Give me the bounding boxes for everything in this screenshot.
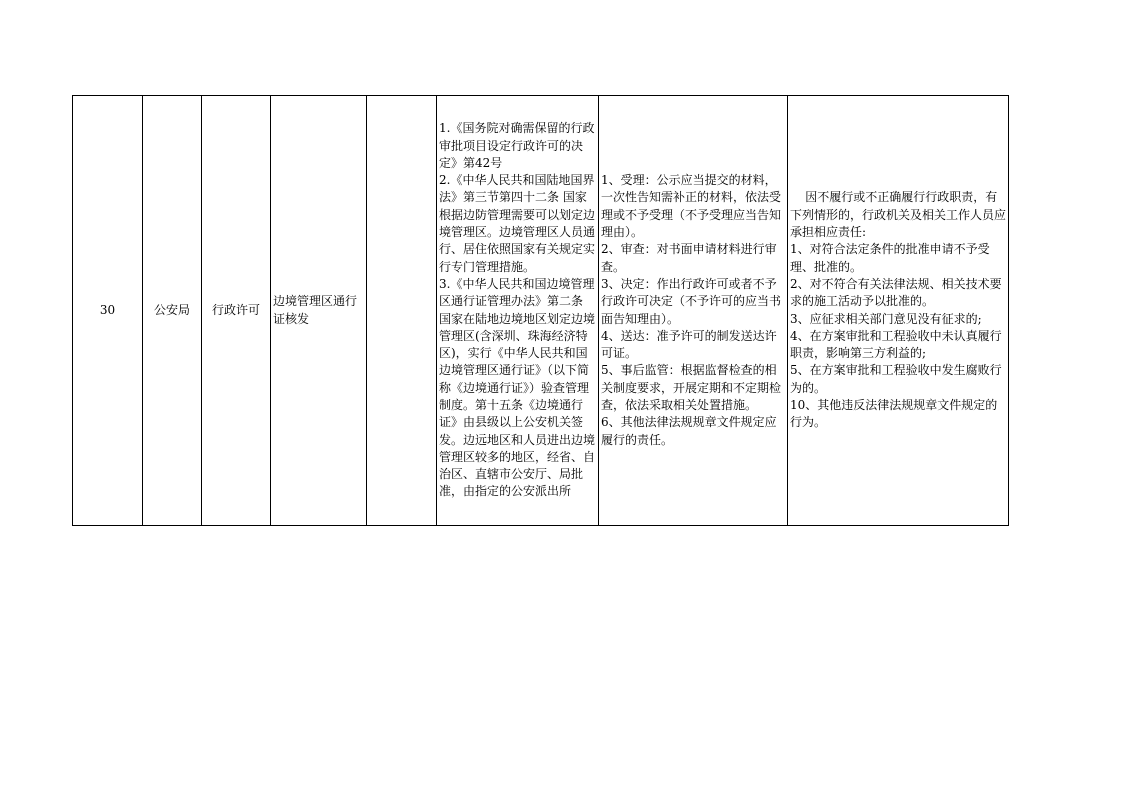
item-name-cell: 边境管理区通行证核发	[271, 96, 367, 526]
table-row	[73, 96, 1009, 526]
legal-basis-cell: 1.《国务院对确需保留的行政审批项目设定行政许可的决定》第42号 2.《中华人民共和国陆地国界法》第三节第四十二条 国家根据边防管理需要可以划定边境管理区。边境管理区人员通行、居住依照国家有关规定实行专门管理措施。 3.《中华人民共和国边境管理区通行证管理办法》第二条 国家在陆地边境地区划定边境管理区(含深圳、珠海经济特区)，实行《中华人民共和国边境管理区通行证》（以下简称《边境通行证》）验查管理制度。第十五条《边境通行证》由县级以上公安机关签发。边远地区和人员进出边境管理区较多的地区，经省、自治区、直辖市公安厅、局批准，由指定的公安派出所	[437, 96, 599, 526]
category-cell: 行政许可	[202, 96, 271, 526]
serial-number-cell: 30	[73, 96, 143, 526]
department-cell: 公安局	[143, 96, 202, 526]
responsibility-table	[72, 95, 1009, 526]
sub-item-cell	[367, 96, 437, 526]
responsibilities-cell: 1、受理：公示应当提交的材料，一次性告知需补正的材料，依法受理或不予受理（不予受理应当告知理由）。 2、审查：对书面申请材料进行审查。 3、决定：作出行政许可或者不予行政许可决定（不予许可的应当书面告知理由）。 4、送达：准予许可的制发送达许可证。 5、事后监管：根据监督检查的相关制度要求，开展定期和不定期检查，依法采取相关处置措施。 6、其他法律法规规章文件规定应履行的责任。	[599, 96, 788, 526]
accountability-cell: 因不履行或不正确履行行政职责，有下列情形的，行政机关及相关工作人员应承担相应责任: 1、对符合法定条件的批准申请不予受理、批准的。 2、对不符合有关法律法规、相关技术要求的施工活动予以批准的。 3、应征求相关部门意见没有征求的; 4、在方案审批和工程验收中未认真履行职责，影响第三方利益的; 5、在方案审批和工程验收中发生腐败行为的。 10、其他违反法律法规规章文件规定的行为。	[788, 96, 1009, 526]
